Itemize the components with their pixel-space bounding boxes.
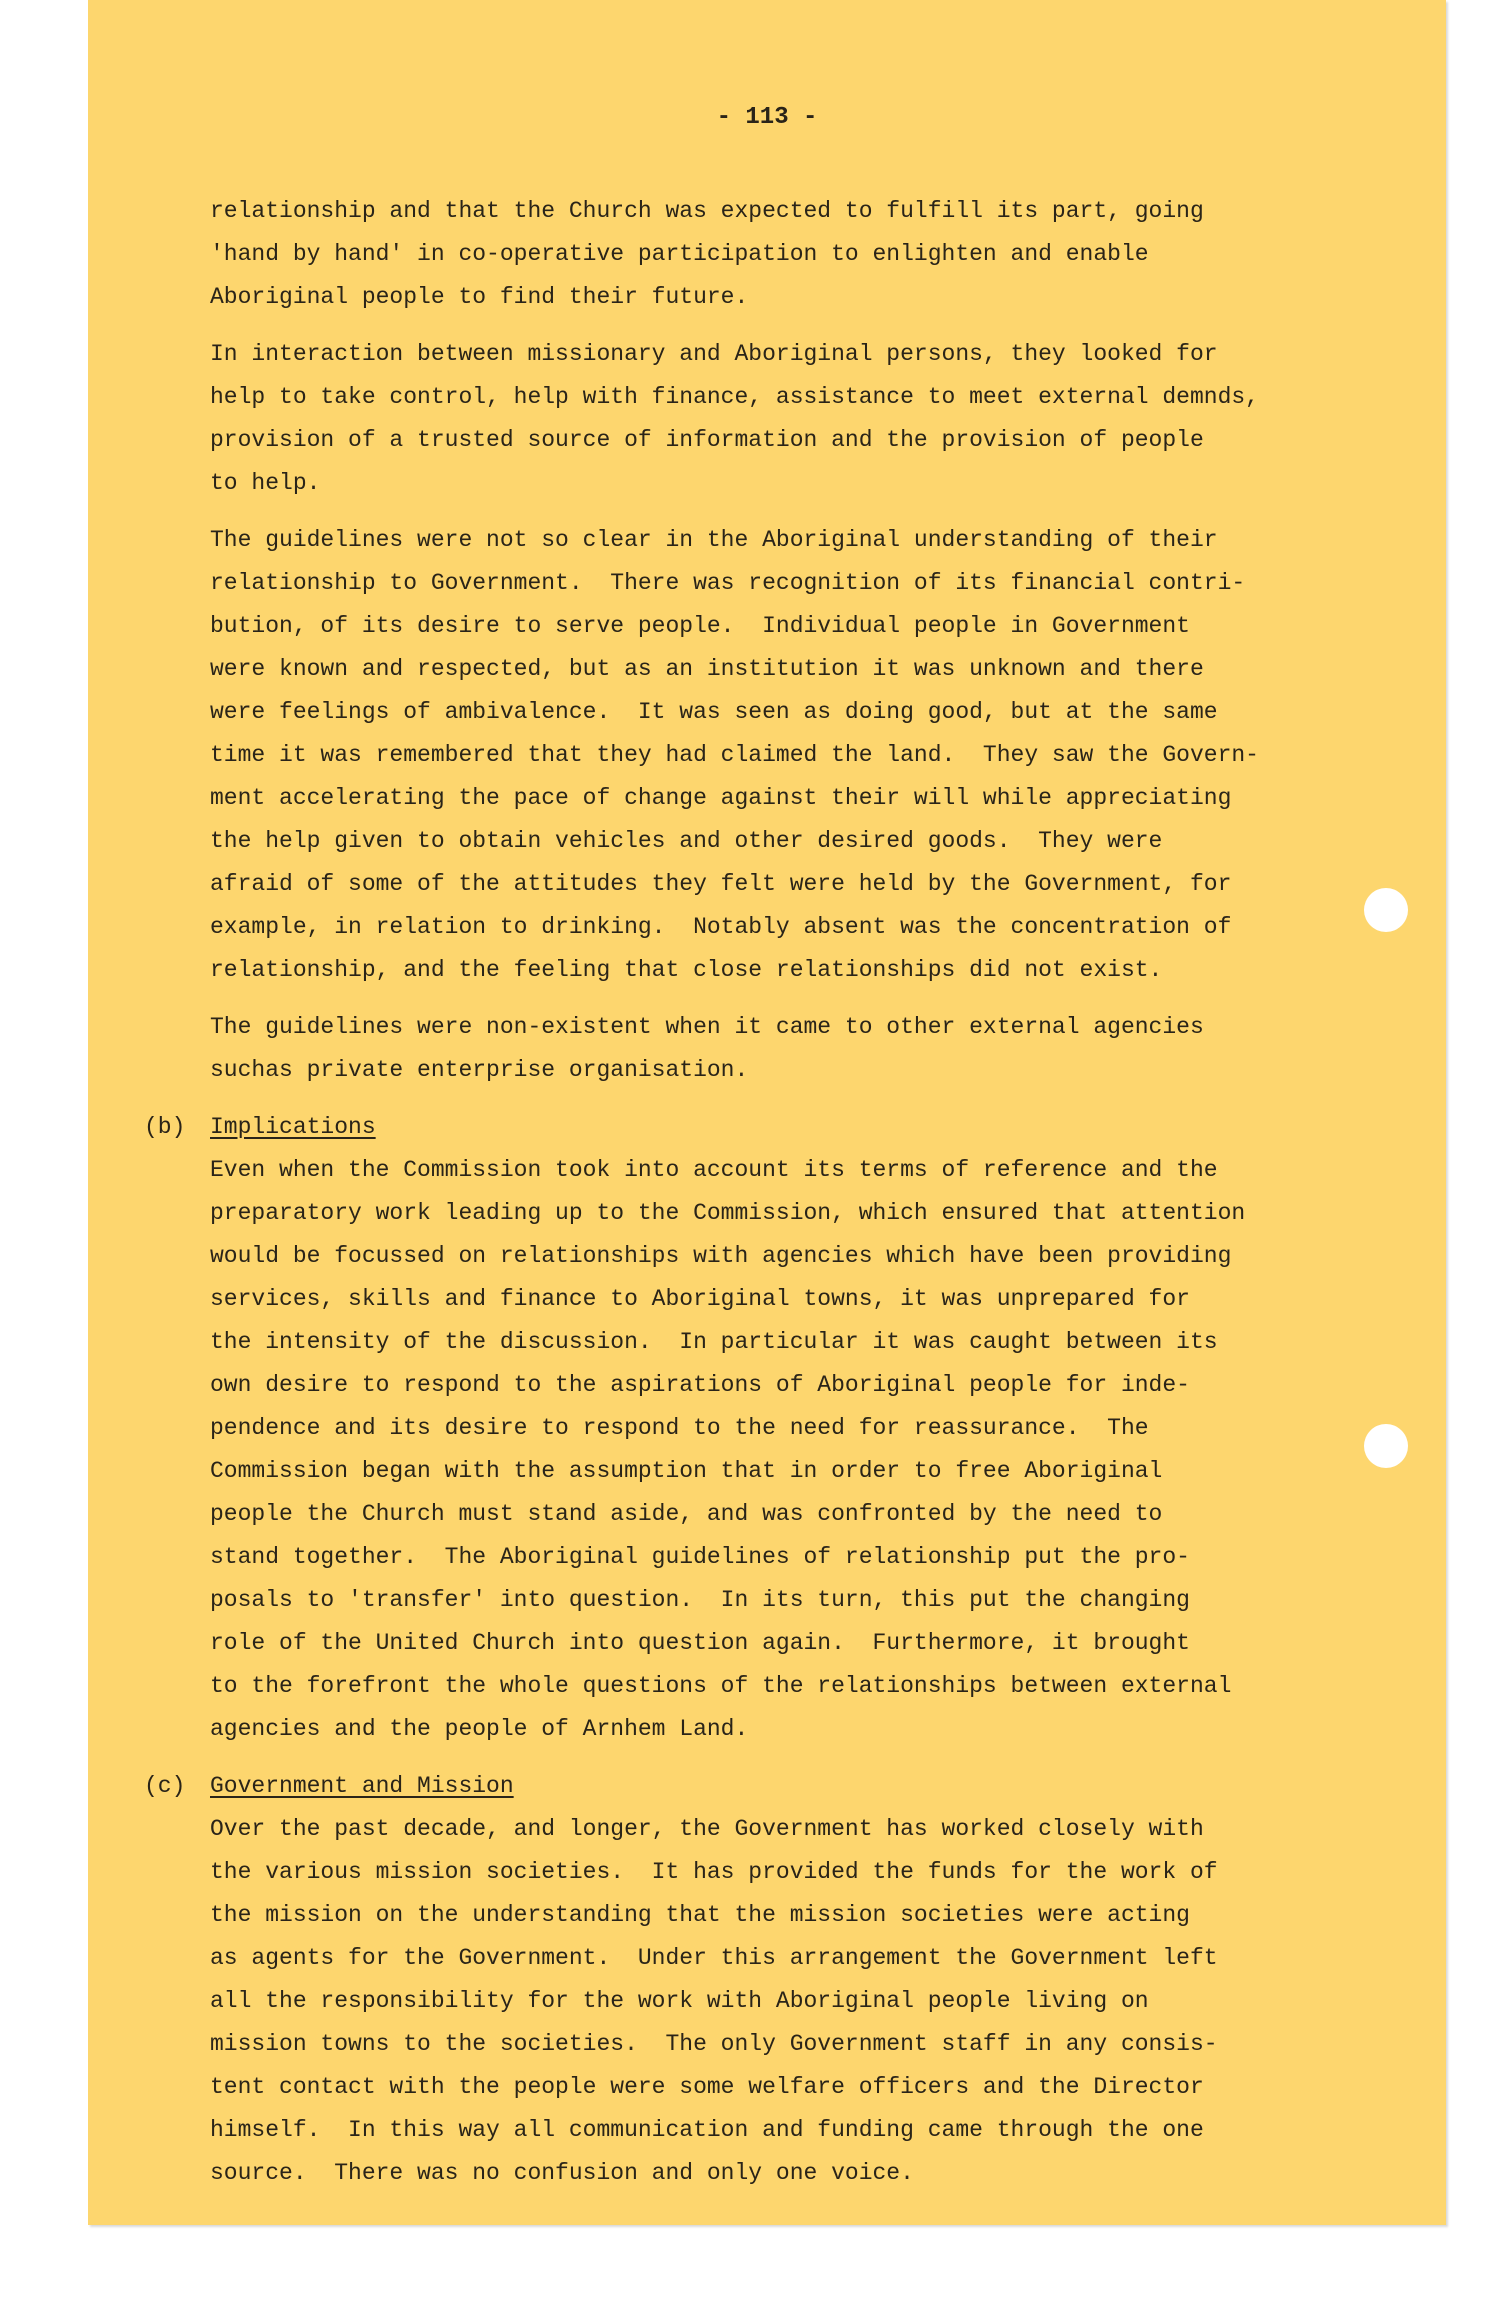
text-line: time it was remembered that they had claimed the land. They saw the Govern- xyxy=(210,742,1259,768)
section-heading: Implications xyxy=(210,1114,376,1140)
punch-hole-lower xyxy=(1364,1424,1408,1468)
text-line: the intensity of the discussion. In particular it was caught between its xyxy=(210,1329,1218,1355)
text-line: In interaction between missionary and Aboriginal persons, they looked for xyxy=(210,341,1218,367)
text-line: services, skills and finance to Aboriginal towns, it was unprepared for xyxy=(210,1286,1190,1312)
text-line: as agents for the Government. Under this arrangement the Government left xyxy=(210,1945,1218,1971)
text-line: tent contact with the people were some welfare officers and the Director xyxy=(210,2074,1204,2100)
text-line: source. There was no confusion and only one voice. xyxy=(210,2160,914,2186)
text-line: himself. In this way all communication and funding came through the one xyxy=(210,2117,1204,2143)
text-line: the help given to obtain vehicles and other desired goods. They were xyxy=(210,828,1163,854)
punch-hole-upper xyxy=(1364,888,1408,932)
section-government-and-mission xyxy=(144,1765,1355,2195)
text-line: role of the United Church into question again. Furthermore, it brought xyxy=(210,1630,1190,1656)
section-implications xyxy=(144,1106,1355,1751)
text-line: relationship and that the Church was expected to fulfill its part, going xyxy=(210,198,1204,224)
text-line: help to take control, help with finance, assistance to meet external demnds, xyxy=(210,384,1259,410)
text-line: would be focussed on relationships with agencies which have been providing xyxy=(210,1243,1232,1269)
text-line: Aboriginal people to find their future. xyxy=(210,284,749,310)
paragraph-external-agencies xyxy=(210,1006,1355,1092)
document-body xyxy=(144,190,1355,2209)
text-line: The guidelines were non-existent when it came to other external agencies xyxy=(210,1014,1204,1040)
page-number: - 113 - xyxy=(716,104,818,131)
text-line: were feelings of ambivalence. It was seen as doing good, but at the same xyxy=(210,699,1218,725)
text-line: the various mission societies. It has provided the funds for the work of xyxy=(210,1859,1218,1885)
paragraph-interaction xyxy=(210,333,1355,505)
text-line: stand together. The Aboriginal guidelines of relationship put the pro- xyxy=(210,1544,1190,1570)
text-line: people the Church must stand aside, and was confronted by the need to xyxy=(210,1501,1163,1527)
text-line: the mission on the understanding that the mission societies were acting xyxy=(210,1902,1190,1928)
paper-sheet xyxy=(88,0,1446,2225)
paragraph-government-guidelines xyxy=(210,519,1355,992)
text-line: mission towns to the societies. The only Government staff in any consis- xyxy=(210,2031,1218,2057)
text-line: to the forefront the whole questions of the relationships between external xyxy=(210,1673,1232,1699)
text-line: to help. xyxy=(210,470,321,496)
section-marker: (b) xyxy=(144,1114,186,1140)
text-line: Even when the Commission took into account its terms of reference and the xyxy=(210,1157,1218,1183)
text-line: preparatory work leading up to the Commission, which ensured that attention xyxy=(210,1200,1246,1226)
text-line: bution, of its desire to serve people. Individual people in Government xyxy=(210,613,1190,639)
text-line: posals to 'transfer' into question. In its turn, this put the changing xyxy=(210,1587,1190,1613)
text-line: Over the past decade, and longer, the Government has worked closely with xyxy=(210,1816,1204,1842)
text-line: 'hand by hand' in co-operative participation to enlighten and enable xyxy=(210,241,1149,267)
section-marker: (c) xyxy=(144,1773,186,1799)
text-line: provision of a trusted source of information and the provision of people xyxy=(210,427,1204,453)
text-line: ment accelerating the pace of change against their will while appreciating xyxy=(210,785,1232,811)
text-line: pendence and its desire to respond to the need for reassurance. The xyxy=(210,1415,1149,1441)
text-line: example, in relation to drinking. Notably absent was the concentration of xyxy=(210,914,1232,940)
text-line: afraid of some of the attitudes they felt were held by the Government, for xyxy=(210,871,1232,897)
text-line: own desire to respond to the aspirations of Aboriginal people for inde- xyxy=(210,1372,1190,1398)
text-line: relationship, and the feeling that close relationships did not exist. xyxy=(210,957,1163,983)
text-line: The guidelines were not so clear in the Aboriginal understanding of their xyxy=(210,527,1218,553)
section-heading: Government and Mission xyxy=(210,1773,514,1799)
text-line: all the responsibility for the work with Aboriginal people living on xyxy=(210,1988,1149,2014)
text-line: suchas private enterprise organisation. xyxy=(210,1057,749,1083)
text-line: relationship to Government. There was recognition of its financial contri- xyxy=(210,570,1246,596)
paragraph-continuation xyxy=(210,190,1355,319)
text-line: Commission began with the assumption that in order to free Aboriginal xyxy=(210,1458,1163,1484)
text-line: were known and respected, but as an institution it was unknown and there xyxy=(210,656,1204,682)
text-line: agencies and the people of Arnhem Land. xyxy=(210,1716,749,1742)
